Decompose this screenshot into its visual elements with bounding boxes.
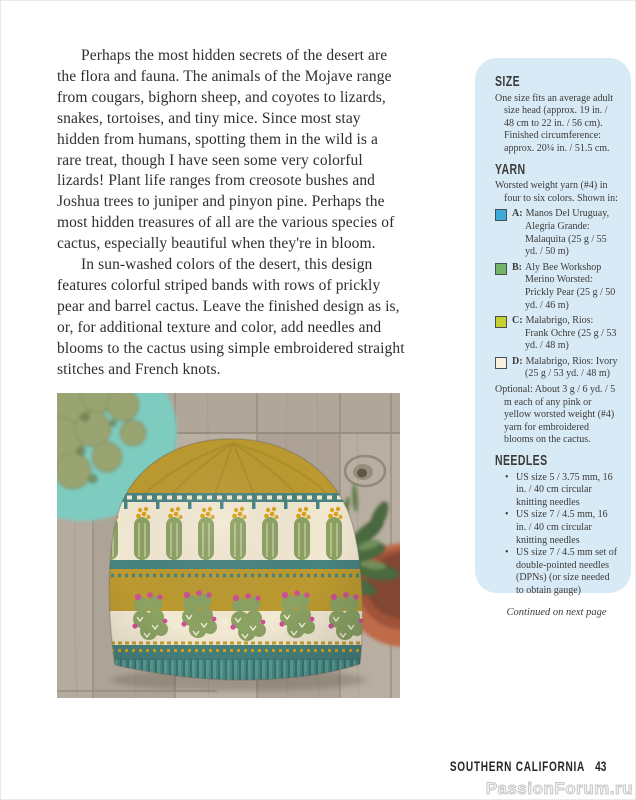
yarn-intro: Worsted weight yarn (#4) in four to six colors. Shown in:	[495, 180, 618, 204]
yarn-text-d: Malabrigo, Rios: Ivory (25 g / 53 yd. / 48 m)	[525, 355, 618, 380]
needles-item: • US size 7 / 4.5 mm, 16 in. / 40 cm circular knitting needles	[495, 509, 618, 547]
watermark: PassionForum.ru	[485, 779, 633, 798]
yarn-key-a: A:	[512, 208, 523, 220]
pattern-photo	[57, 393, 400, 698]
size-text: One size fits an average adult size head (approx. 19 in. / 48 cm to 22 in. / 56 cm). Finished circumference: approx. 20¼ in. / 51.5 cm.	[495, 92, 614, 154]
needles-heading: NEEDLES	[495, 452, 548, 470]
yarn-key-c: C:	[512, 315, 523, 327]
yarn-optional-note: Optional: About 3 g / 6 yd. / 5 m each of any pink or yellow worsted weight (#4) yarn for embroidered blooms on the cactus.	[495, 384, 616, 446]
yarn-key-b: B:	[512, 261, 522, 273]
section-title: SOUTHERN CALIFORNIA	[449, 758, 585, 774]
page-footer	[450, 758, 606, 774]
paragraph-desert-intro: Perhaps the most hidden secrets of the desert are the flora and fauna. The animals of the Mojave range from cougars, bighorn sheep, and coyotes to lizards, snakes, tortoises, and tiny mice. Since most stay hidden from humans, spotting them in the wild is a rare treat, though I have seen some very colorful lizards! Plant life ranges from creosote bushes and Joshua trees to juniper and pinyon pine. Perhaps the most hidden treasures of all are the various species of cactus, especially beautiful when they're in bloom.	[57, 47, 395, 253]
yarn-swatch-d	[495, 357, 507, 369]
pattern-info-sidebar	[475, 58, 631, 618]
yarn-swatch-b	[495, 263, 507, 275]
yarn-heading: YARN	[495, 160, 526, 178]
yarn-text-b: Aly Bee Workshop Merino Worsted: Prickly Pear (25 g / 50 yd. / 46 m)	[525, 261, 616, 311]
yarn-color-c	[495, 315, 618, 353]
needles-item: • US size 7 / 4.5 mm set of double-pointed needles (DPNs) (or size needed to obtain gauge)	[495, 547, 618, 597]
continued-note: Continued on next page	[506, 606, 607, 618]
yarn-swatch-a	[495, 209, 507, 221]
page-number: 43	[594, 758, 606, 774]
needles-item: • US size 5 / 3.75 mm, 16 in. / 40 cm circular knitting needles	[495, 472, 618, 510]
yarn-text-c: Malabrigo, Rios: Frank Ochre (25 g / 53 yd. / 48 m)	[525, 315, 617, 352]
size-heading: SIZE	[495, 73, 521, 90]
yarn-color-b	[495, 262, 618, 312]
yarn-key-d: D:	[512, 355, 523, 367]
yarn-text-a: Manos Del Uruguay, Alegria Grande: Malaquita (25 g / 55 yd. / 50 m)	[525, 208, 610, 258]
yarn-color-a	[495, 208, 618, 258]
yarn-swatch-c	[495, 316, 507, 328]
article-text	[57, 46, 406, 381]
paragraph-design-intro: In sun-washed colors of the desert, this design features colorful striped bands with rows of prickly pear and barrel cactus. Leave the finished design as is, or, for additional texture and color, add needles and blooms to the cactus using simple embroidered straight stitches and French knots.	[57, 256, 405, 378]
yarn-color-d	[495, 356, 618, 381]
